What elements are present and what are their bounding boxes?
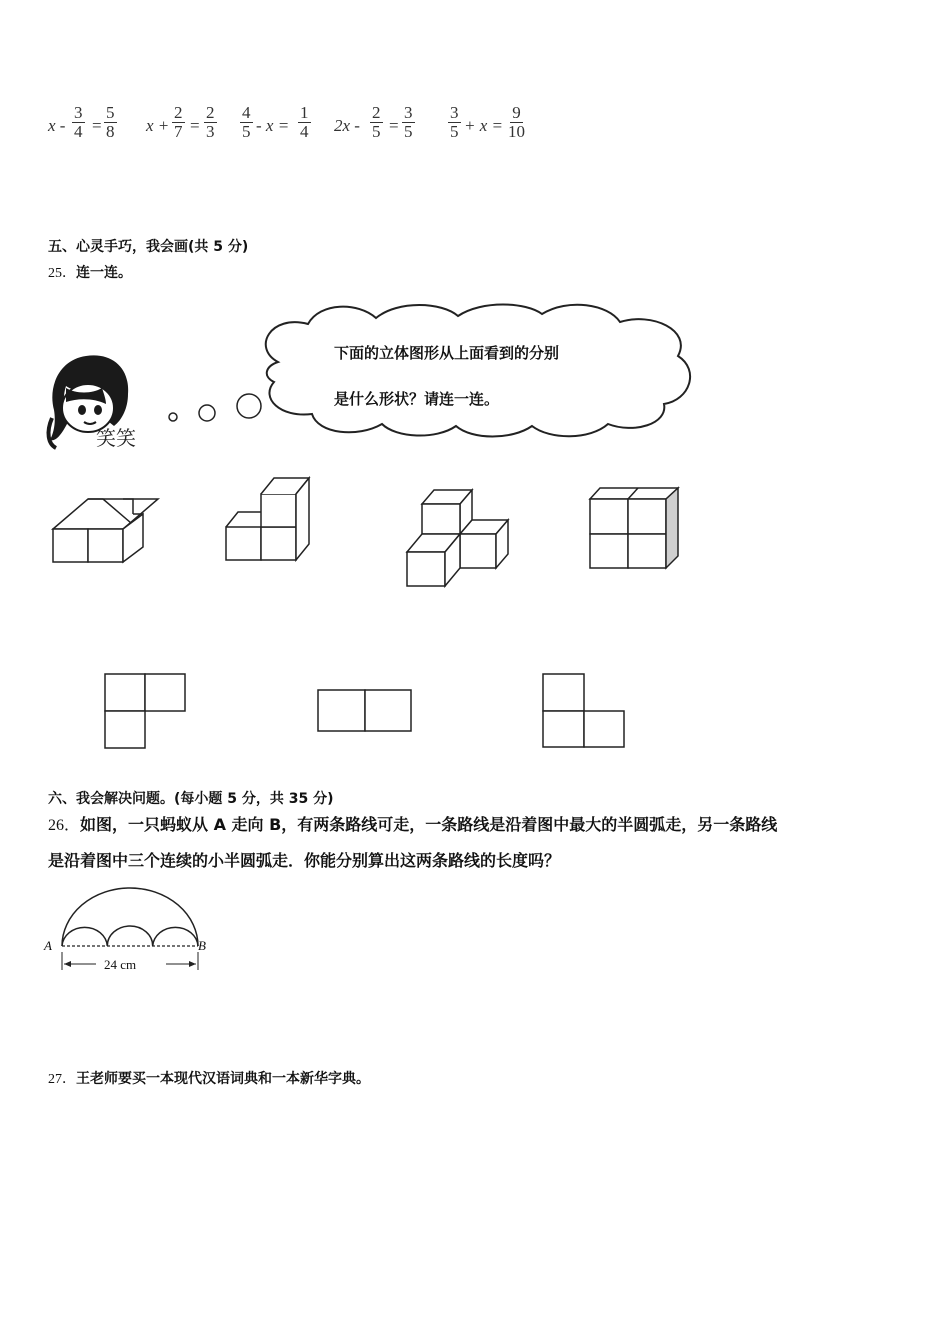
solid-2-bottom-right — [261, 527, 296, 560]
eq2-equals: = — [190, 116, 200, 135]
question-26-line-1 — [48, 812, 777, 835]
question-25-number: 25． — [48, 266, 76, 281]
eq2-pre: x + — [146, 116, 170, 135]
solid-3-right-cube — [460, 534, 496, 568]
eq3-fraction-a: $\frac{4}{5}$ — [242, 103, 251, 141]
eye-left — [78, 405, 86, 415]
solid-3 — [407, 490, 508, 586]
dimension-arrow-right — [189, 961, 196, 967]
solid-3-top-cube — [422, 504, 460, 534]
thought-dots — [160, 388, 270, 428]
solid-4-side — [666, 488, 678, 568]
solid-2-left-top — [226, 512, 261, 527]
solid-2-top — [261, 494, 296, 527]
question-26-number: 26． — [48, 817, 81, 834]
eq4-equals: = — [389, 116, 399, 135]
solid-4-cell-bl — [590, 534, 628, 568]
question-26-text-1: 如图，一只蚂蚁从 A 走向 B，有两条路线可走，一条路线是沿着图中最大的半圆弧走，另一条路线 — [80, 815, 778, 834]
dimension-arrow-left — [64, 961, 71, 967]
top-view-1-cell-tl — [105, 674, 145, 711]
large-semicircle-arc — [62, 888, 198, 946]
thought-dot-small — [169, 413, 177, 421]
bubble-line-2: 是什么形状？请连一连。 — [334, 390, 500, 408]
point-b-label: B — [198, 938, 206, 953]
cloud-outline — [266, 305, 690, 437]
solid-4-cell-tr — [628, 499, 666, 534]
small-arc-1 — [62, 927, 107, 946]
question-27-number: 27． — [48, 1072, 76, 1087]
solid-4-cell-br — [628, 534, 666, 568]
eq4-fraction-b: $\frac{3}{5}$ — [404, 103, 413, 141]
point-a-label: A — [44, 938, 52, 953]
eq1-fraction-b: $\frac{5}{8}$ — [106, 103, 115, 141]
small-arc-3 — [153, 927, 198, 946]
section-6-title: 六、我会解决问题。(每小题 5 分，共 35 分) — [48, 791, 334, 807]
small-arc-2 — [107, 926, 152, 946]
solid-figures — [48, 474, 688, 594]
question-27-text: 王老师要买一本现代汉语词典和一本新华字典。 — [76, 1071, 370, 1087]
eq4-fraction-a: $\frac{2}{5}$ — [372, 103, 381, 141]
eq1-equals: = — [92, 116, 102, 135]
thought-cloud — [258, 300, 698, 440]
top-view-3 — [543, 674, 624, 747]
solid-3-left-cube — [407, 552, 445, 586]
thought-dot-medium — [199, 405, 215, 421]
eq5-fraction-b: $\frac{9}{10}$ — [508, 103, 525, 141]
solid-1-front-right — [88, 529, 123, 562]
solid-1-front-left — [53, 529, 88, 562]
girl-label: 笑笑 — [96, 426, 136, 450]
section-5-title: 五、心灵手巧，我会画(共 5 分) — [48, 239, 249, 255]
top-view-shapes — [100, 668, 640, 754]
solid-2-bottom-left — [226, 527, 261, 560]
question-27 — [48, 1068, 370, 1088]
top-view-1 — [105, 674, 185, 748]
eq2-fraction-a: $\frac{2}{7}$ — [174, 103, 183, 141]
bubble-line-1: 下面的立体图形从上面看到的分别 — [334, 344, 560, 362]
eq2-fraction-b: $\frac{2}{3}$ — [206, 103, 215, 141]
length-label: 24 cm — [104, 957, 137, 972]
eq3-mid: - x = — [256, 116, 290, 135]
question-26-line-2: 是沿着图中三个连续的小半圆弧走．你能分别算出这两条路线的长度吗？ — [48, 851, 561, 870]
eq5-fraction-a: $\frac{3}{5}$ — [450, 103, 459, 141]
top-view-2-cell-right — [365, 690, 411, 731]
top-view-1-cell-bl — [105, 711, 145, 748]
eq5-mid: + x = — [464, 116, 503, 135]
solid-4-cell-tl — [590, 499, 628, 534]
top-view-2-cell-left — [318, 690, 365, 731]
eq4-pre: 2x - — [334, 116, 360, 135]
question-25-text: 连一连。 — [76, 265, 132, 281]
eq1-fraction-a: $\frac{3}{4}$ — [74, 103, 83, 141]
top-view-3-cell-top — [543, 674, 584, 711]
eye-right — [94, 405, 102, 415]
top-view-3-cell-br — [584, 711, 624, 747]
question-25 — [48, 262, 132, 282]
eq3-fraction-b: $\frac{1}{4}$ — [300, 103, 309, 141]
solid-2 — [226, 478, 309, 560]
solid-1 — [53, 499, 158, 562]
top-view-2 — [318, 690, 411, 731]
top-view-3-cell-bl — [543, 711, 584, 747]
top-view-1-cell-tr — [145, 674, 185, 711]
solid-4 — [590, 488, 678, 568]
eq1-pre: x - — [48, 116, 66, 135]
